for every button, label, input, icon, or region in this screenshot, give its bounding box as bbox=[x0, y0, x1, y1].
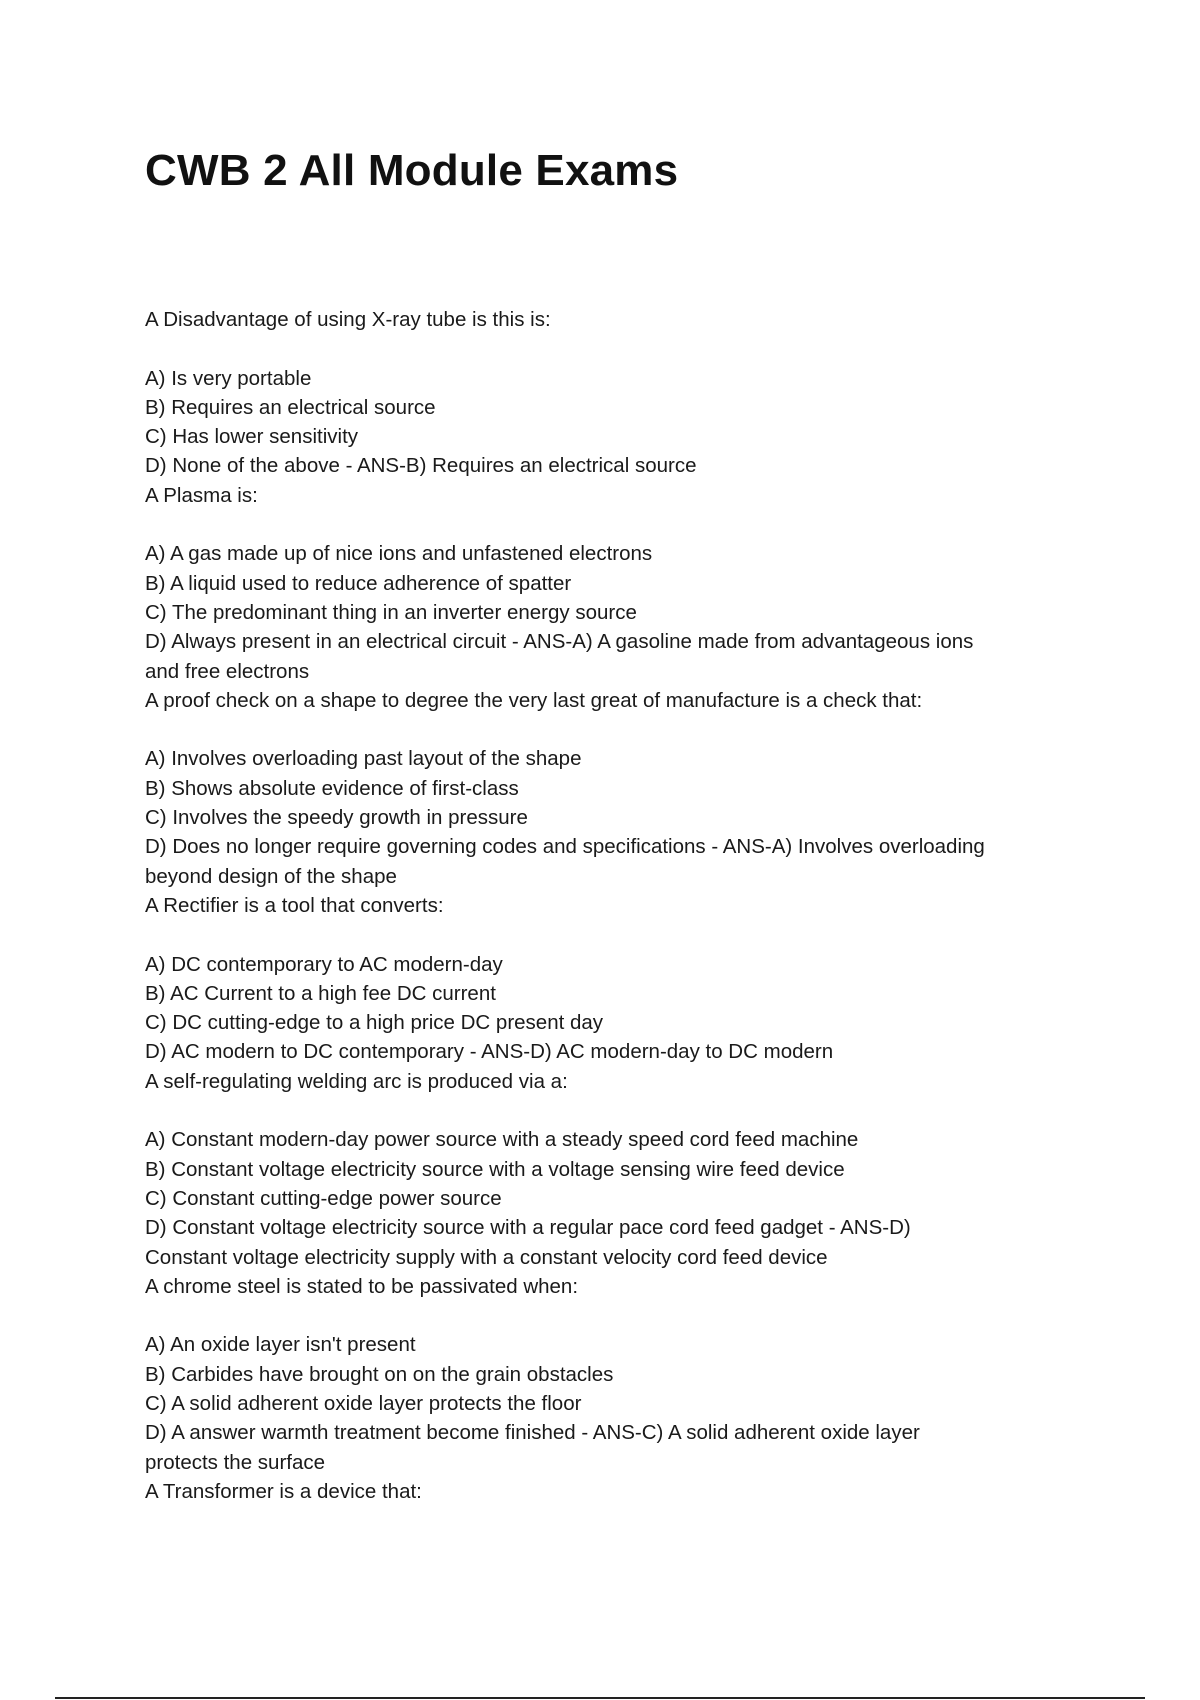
answer-option-continuation: beyond design of the shape bbox=[145, 864, 397, 888]
answer-option: B) A liquid used to reduce adherence of spatter bbox=[145, 571, 572, 595]
question-block bbox=[145, 686, 1065, 891]
answer-option-with-answer: D) None of the above - ANS-B) Requires an electrical source bbox=[145, 454, 697, 478]
answer-option-continuation: and free electrons bbox=[145, 659, 310, 683]
answer-option: A) An oxide layer isn't present bbox=[145, 1333, 416, 1357]
answer-option: B) AC Current to a high fee DC current bbox=[145, 981, 496, 1005]
question-prompt: A Rectifier is a tool that converts: bbox=[145, 893, 444, 917]
question-prompt: A Transformer is a device that: bbox=[145, 1479, 422, 1503]
question-prompt: A Disadvantage of using X-ray tube is this is: bbox=[145, 308, 551, 331]
answer-option: B) Requires an electrical source bbox=[145, 395, 436, 419]
question-block bbox=[145, 305, 1065, 481]
answer-option: A) Constant modern-day power source with a steady speed cord feed machine bbox=[145, 1128, 859, 1152]
question-block bbox=[145, 1067, 1065, 1272]
paragraph-spacer bbox=[145, 510, 1065, 539]
answer-option: A) A gas made up of nice ions and unfastened electrons bbox=[145, 542, 653, 566]
answer-option: C) Involves the speedy growth in pressure bbox=[145, 806, 528, 830]
answer-option: A) DC contemporary to AC modern-day bbox=[145, 952, 503, 976]
question-prompt: A proof check on a shape to degree the very last great of manufacture is a check that: bbox=[145, 688, 923, 712]
answer-option: B) Carbides have brought on on the grain obstacles bbox=[145, 1362, 614, 1386]
answer-option-with-answer: D) Always present in an electrical circuit - ANS-A) A gasoline made from advantageous ions bbox=[145, 630, 974, 654]
paragraph-spacer bbox=[145, 1096, 1065, 1125]
question-list bbox=[145, 305, 1065, 1506]
answer-option-continuation: Constant voltage electricity supply with a constant velocity cord feed device bbox=[145, 1245, 828, 1269]
answer-option-with-answer: D) A answer warmth treatment become finished - ANS-C) A solid adherent oxide layer bbox=[145, 1421, 920, 1445]
question-block bbox=[145, 891, 1065, 1067]
question-block bbox=[145, 1477, 1065, 1506]
answer-option-with-answer: D) Does no longer require governing codes and specifications - ANS-A) Involves overloading bbox=[145, 835, 985, 859]
question-block bbox=[145, 481, 1065, 686]
answer-option: C) Has lower sensitivity bbox=[145, 425, 359, 449]
answer-option-with-answer: D) Constant voltage electricity source with a regular pace cord feed gadget - ANS-D) bbox=[145, 1216, 911, 1240]
answer-option: A) Involves overloading past layout of the shape bbox=[145, 747, 582, 771]
answer-option: C) DC cutting-edge to a high price DC present day bbox=[145, 1011, 604, 1035]
paragraph-spacer bbox=[145, 920, 1065, 949]
question-prompt: A chrome steel is stated to be passivated when: bbox=[145, 1274, 579, 1298]
answer-option: B) Constant voltage electricity source with a voltage sensing wire feed device bbox=[145, 1157, 845, 1181]
answer-option-continuation: protects the surface bbox=[145, 1450, 326, 1474]
answer-option: C) Constant cutting-edge power source bbox=[145, 1186, 502, 1210]
answer-option: C) A solid adherent oxide layer protects the floor bbox=[145, 1391, 582, 1415]
answer-option: A) Is very portable bbox=[145, 366, 312, 390]
page-title: CWB 2 All Module Exams bbox=[145, 146, 679, 195]
question-prompt: A self-regulating welding arc is produced via a: bbox=[145, 1069, 568, 1093]
paragraph-spacer bbox=[145, 334, 1065, 363]
answer-option: B) Shows absolute evidence of first-class bbox=[145, 776, 519, 800]
paragraph-spacer bbox=[145, 715, 1065, 744]
answer-option: C) The predominant thing in an inverter energy source bbox=[145, 600, 637, 624]
question-block bbox=[145, 1272, 1065, 1477]
footer-divider bbox=[55, 1697, 1145, 1699]
question-prompt: A Plasma is: bbox=[145, 483, 258, 507]
answer-option-with-answer: D) AC modern to DC contemporary - ANS-D) AC modern-day to DC modern bbox=[145, 1040, 834, 1064]
paragraph-spacer bbox=[145, 1301, 1065, 1330]
